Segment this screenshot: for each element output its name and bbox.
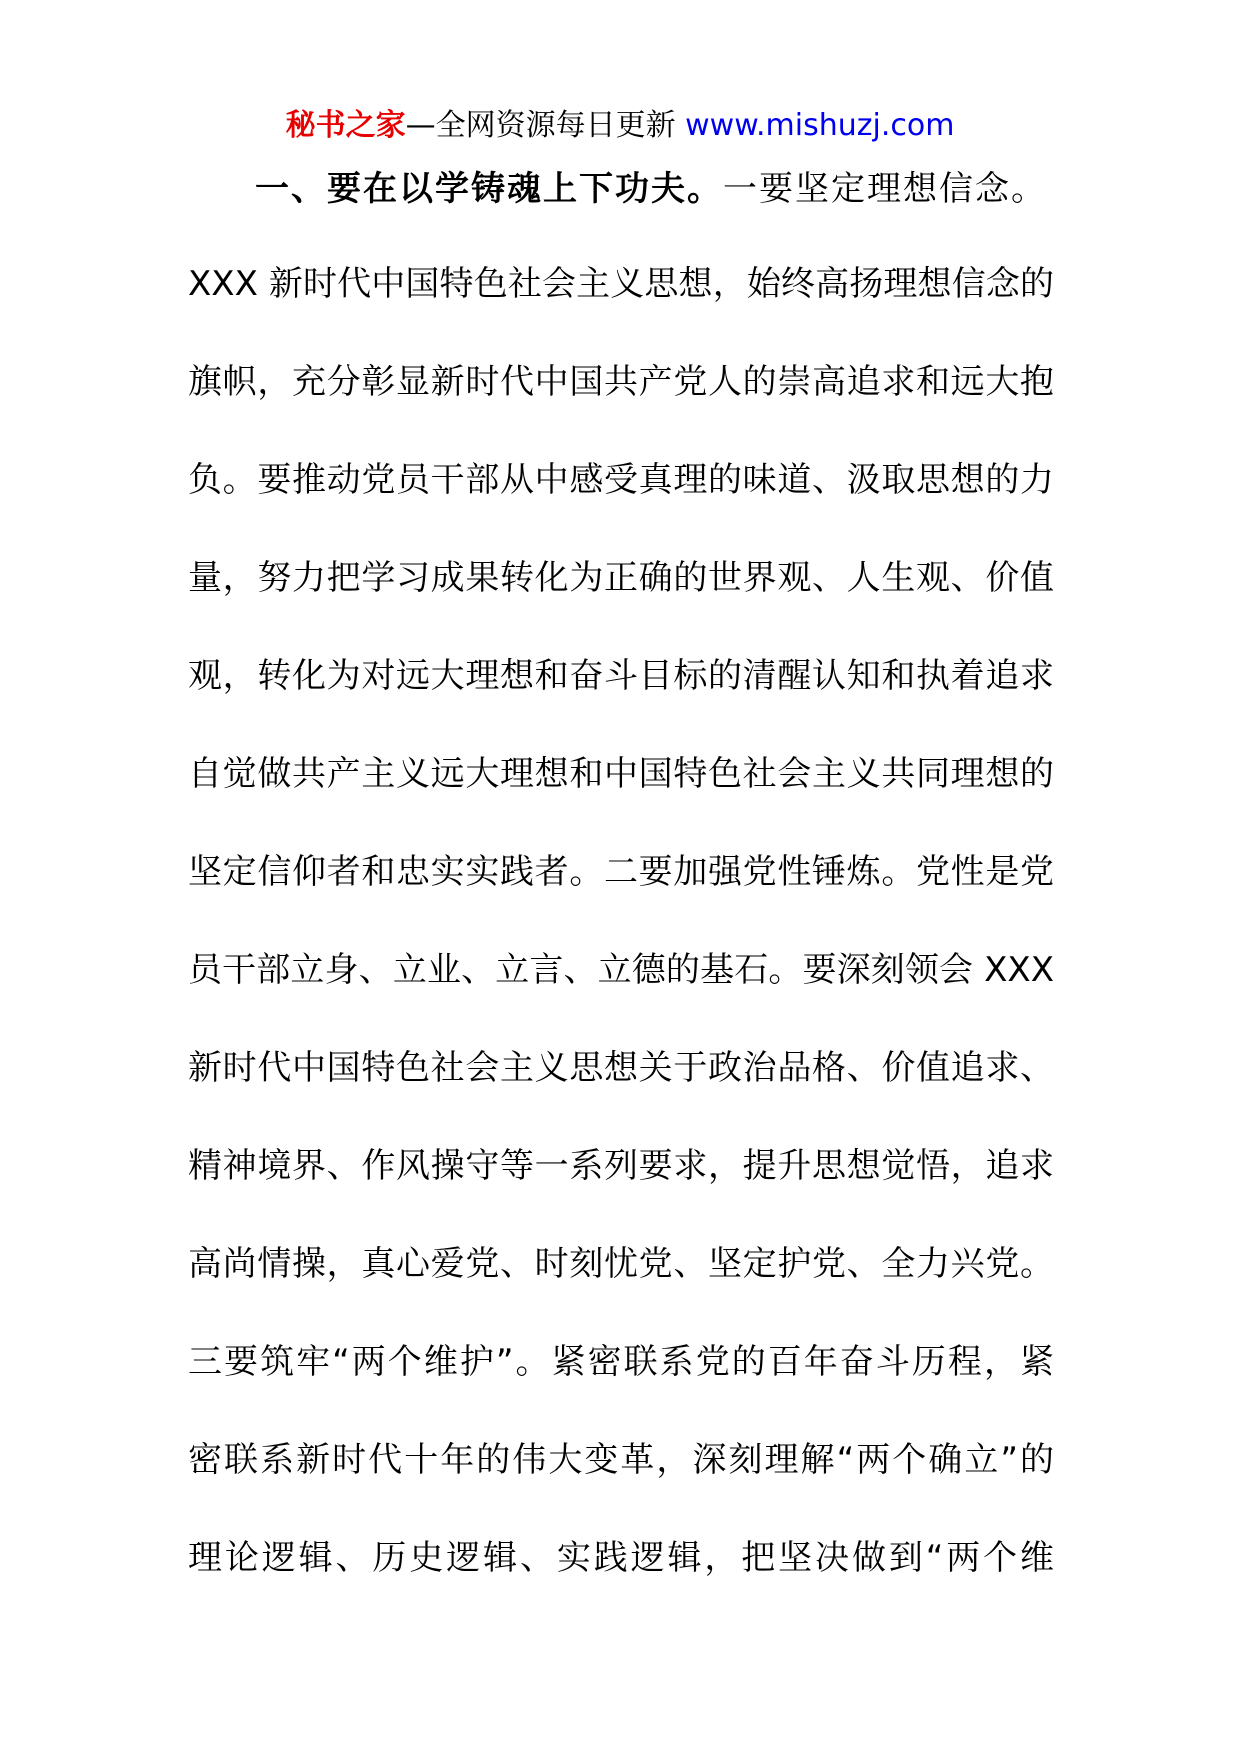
- header-tagline: —全网资源每日更新: [405, 108, 686, 143]
- body-line: 密联系新时代十年的伟大变革，深刻理解“两个确立”的: [188, 1440, 1054, 1480]
- section-first-line: [255, 164, 1047, 214]
- body-line: 坚定信仰者和忠实实践者。二要加强党性锤炼。党性是党: [188, 852, 1054, 892]
- body-line: 三要筑牢“两个维护”。紧密联系党的百年奋斗历程，紧: [188, 1342, 1054, 1382]
- body-line: 旗帜，充分彰显新时代中国共产党人的崇高追求和远大抱: [188, 362, 1054, 402]
- brand-name: 秘书之家: [285, 108, 406, 143]
- body-line: XXX 新时代中国特色社会主义思想，始终高扬理想信念的: [188, 264, 1054, 304]
- section-heading: 一、要在以学铸魂上下功夫。: [255, 169, 723, 209]
- body-line: 高尚情操，真心爱党、时刻忧党、坚定护党、全力兴党。: [188, 1244, 1054, 1284]
- body-line: 自觉做共产主义远大理想和中国特色社会主义共同理想的: [188, 754, 1054, 794]
- body-line: 精神境界、作风操守等一系列要求，提升思想觉悟，追求: [188, 1146, 1054, 1186]
- body-line: 观，转化为对远大理想和奋斗目标的清醒认知和执着追求: [188, 656, 1054, 696]
- body-line: 负。要推动党员干部从中感受真理的味道、汲取思想的力: [188, 460, 1054, 500]
- body-paragraph: [188, 262, 1068, 1634]
- site-url-link[interactable]: www.mishuzj.com: [685, 108, 955, 143]
- body-line: 理论逻辑、历史逻辑、实践逻辑，把坚决做到“两个维: [188, 1538, 1054, 1578]
- body-line: 员干部立身、立业、立言、立德的基石。要深刻领会 XXX: [188, 950, 1054, 990]
- section-lead: 一要坚定理想信念。: [723, 169, 1047, 209]
- body-line: 量，努力把学习成果转化为正确的世界观、人生观、价值: [188, 558, 1054, 598]
- page-header: [0, 104, 1240, 148]
- body-line: 新时代中国特色社会主义思想关于政治品格、价值追求、: [188, 1048, 1054, 1088]
